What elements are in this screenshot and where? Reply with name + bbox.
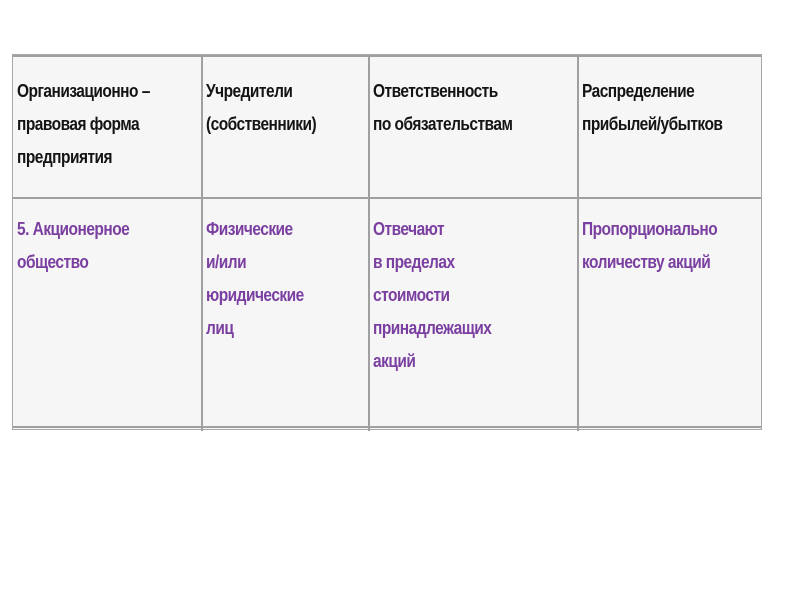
body-cell-liability: Отвечают в пределах стоимости принадлежащих акций — [373, 219, 492, 371]
header-top-rule — [13, 55, 761, 57]
header-cell-profit-distribution: Распределение прибылей/убытков — [582, 81, 723, 134]
header-cell-liability: Ответственность по обязательствам — [373, 81, 513, 134]
body-cell-founders: Физические и/или юридические лиц — [206, 219, 304, 338]
column-divider-3 — [577, 55, 579, 431]
legal-forms-table — [12, 54, 762, 430]
table-bottom-rule — [13, 426, 761, 428]
header-cell-founders: Учредители (собственники) — [206, 81, 317, 134]
body-cell-profit-distribution: Пропорционально количеству акций — [582, 219, 718, 272]
body-cell-legal-form: 5. Акционерное общество — [17, 219, 130, 272]
header-cell-legal-form: Организационно – правовая форма предприятия — [17, 81, 150, 167]
header-bottom-rule — [13, 197, 761, 199]
column-divider-1 — [201, 55, 203, 431]
